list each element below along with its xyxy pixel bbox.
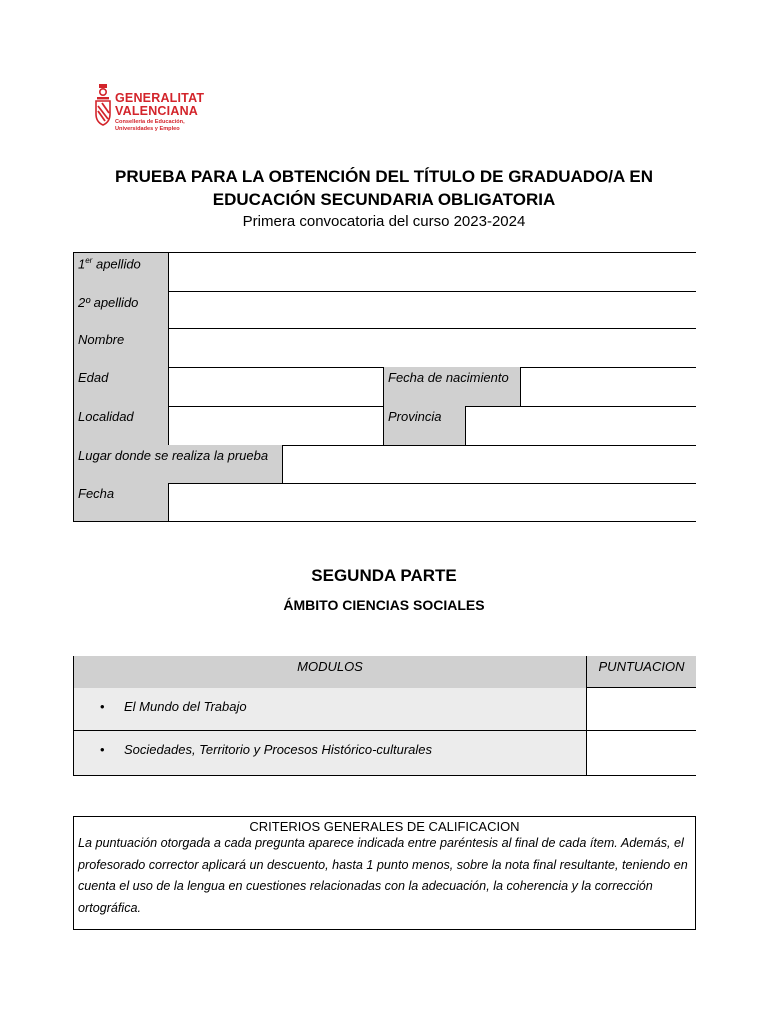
section-title: SEGUNDA PARTE bbox=[311, 566, 457, 585]
document-title-line1: PRUEBA PARA LA OBTENCIÓN DEL TÍTULO DE GRADUADO/A EN bbox=[114, 167, 654, 186]
first-surname-number: 1 bbox=[78, 256, 86, 272]
label-age: Edad bbox=[74, 367, 168, 406]
label-exam-location: Lugar donde se realiza la prueba bbox=[74, 445, 282, 483]
exam-location-field[interactable] bbox=[282, 445, 696, 484]
logo-subtitle bbox=[115, 119, 185, 132]
second-surname-field[interactable] bbox=[168, 291, 696, 329]
criteria-title: CRITERIOS GENERALES DE CALIFICACION bbox=[249, 819, 520, 834]
logo-line1: GENERALITAT bbox=[115, 91, 205, 105]
logo-line2: VALENCIANA bbox=[115, 104, 199, 118]
label-province: Provincia bbox=[384, 406, 466, 445]
first-surname-field[interactable] bbox=[168, 253, 696, 292]
bullet: • bbox=[100, 699, 105, 714]
personal-data-form bbox=[73, 252, 696, 522]
module-label-1: El Mundo del Trabajo bbox=[124, 699, 247, 714]
module-row-1 bbox=[74, 688, 586, 731]
criteria-body: La puntuación otorgada a cada pregunta aparece indicada entre paréntesis al final de cada ítem. Además, el profesorado corrector aplicará un descuento, hasta 1 punto menos, sobre la nota final resultante, teniendo en cuenta el uso de la lengua en cuestiones relacionadas con la adecuación, la coherencia y la corrección ortográfica. bbox=[78, 836, 688, 915]
document-subtitle: Primera convocatoria del curso 2023-2024 bbox=[242, 213, 526, 230]
modules-header: MODULOS bbox=[74, 656, 586, 688]
logo-sub-line1: Conselleria de Educación, bbox=[115, 119, 185, 125]
label-second-surname: 2º apellido bbox=[74, 292, 168, 329]
coat-of-arms-icon bbox=[93, 84, 113, 126]
label-date: Fecha bbox=[74, 483, 168, 521]
module-score-2[interactable] bbox=[586, 731, 696, 775]
locality-field[interactable] bbox=[168, 406, 384, 446]
section-subtitle: ÁMBITO CIENCIAS SOCIALES bbox=[283, 597, 485, 613]
grading-criteria-box bbox=[73, 816, 696, 930]
label-birth-date: Fecha de nacimiento bbox=[384, 367, 520, 406]
label-name: Nombre bbox=[74, 329, 168, 367]
first-surname-sup: er bbox=[85, 256, 93, 265]
name-field[interactable] bbox=[168, 328, 696, 368]
birth-date-field[interactable] bbox=[520, 367, 696, 407]
label-first-surname bbox=[74, 253, 168, 292]
score-header: PUNTUACION bbox=[586, 656, 696, 688]
document-title-line2: EDUCACIÓN SECUNDARIA OBLIGATORIA bbox=[212, 190, 556, 209]
bullet: • bbox=[100, 742, 105, 757]
label-locality: Localidad bbox=[74, 406, 168, 445]
module-row-2 bbox=[74, 731, 586, 775]
province-field[interactable] bbox=[465, 406, 696, 446]
module-score-1[interactable] bbox=[586, 688, 696, 731]
generalitat-logo bbox=[93, 84, 213, 134]
date-field[interactable] bbox=[168, 483, 696, 521]
module-label-2: Sociedades, Territorio y Procesos Histórico-culturales bbox=[124, 742, 433, 757]
logo-sub-line2: Universidades y Empleo bbox=[115, 125, 180, 132]
first-surname-text: apellido bbox=[92, 256, 141, 272]
age-field[interactable] bbox=[168, 367, 384, 407]
modules-table bbox=[73, 656, 696, 776]
